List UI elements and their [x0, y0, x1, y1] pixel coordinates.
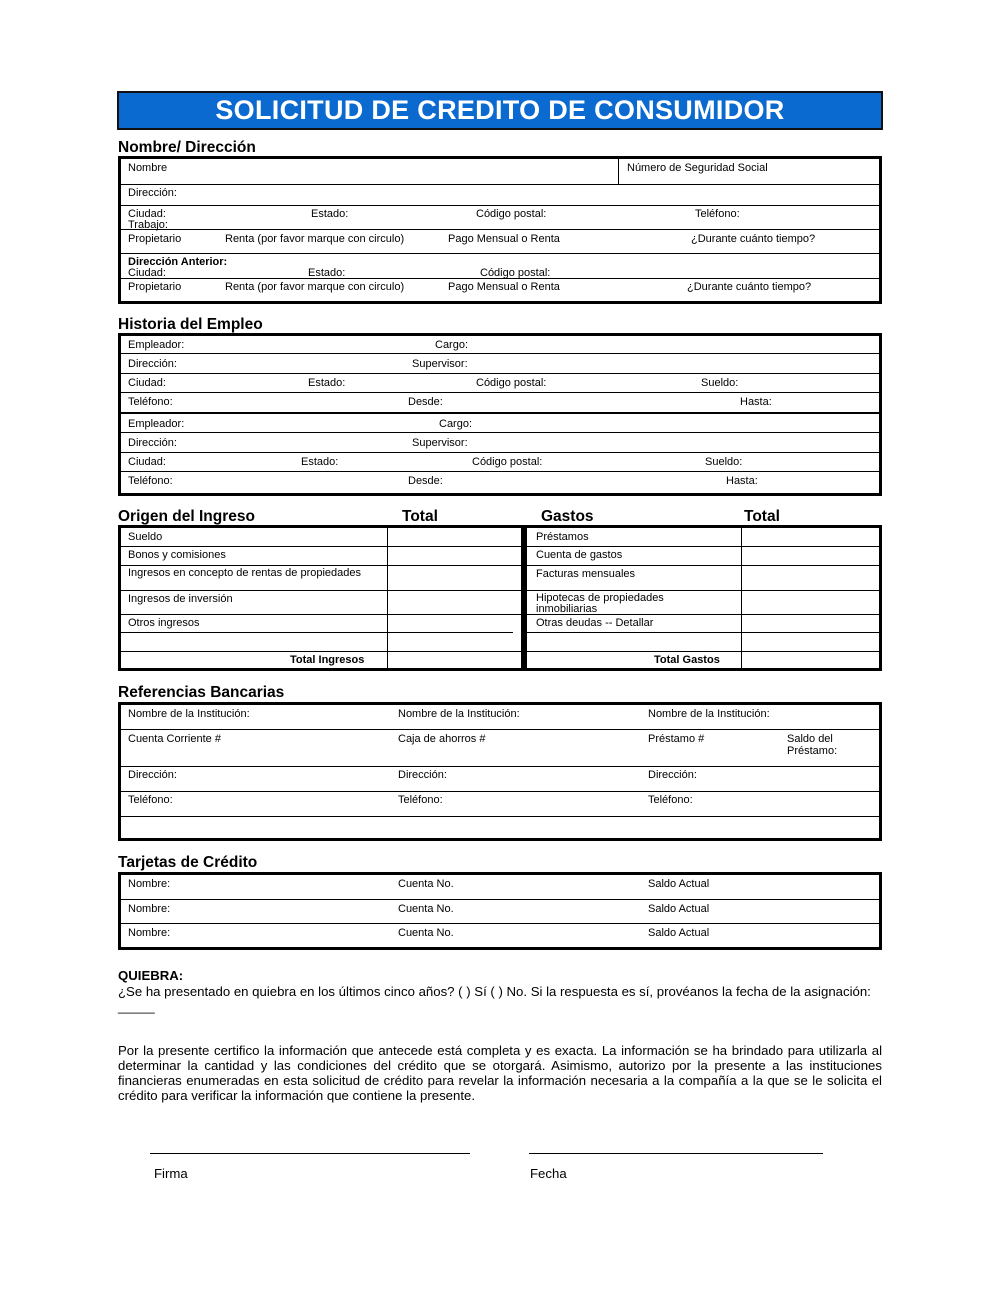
empleo-telefono-2-field[interactable]: Teléfono: [128, 475, 173, 487]
tarjeta-3-cuenta[interactable]: Cuenta No. [398, 927, 454, 939]
banco-3-telefono[interactable]: Teléfono: [648, 794, 693, 806]
ingreso-item: Sueldo [128, 531, 163, 543]
supervisor-field[interactable]: Supervisor: [412, 358, 468, 370]
banco-3-direccion[interactable]: Dirección: [648, 769, 697, 781]
tarjeta-1-cuenta[interactable]: Cuenta No. [398, 878, 454, 890]
section-heading-bancarias: Referencias Bancarias [118, 684, 285, 701]
gastos-total-heading: Total [744, 508, 780, 525]
ssn-field[interactable]: Número de Seguridad Social [627, 162, 768, 174]
ingreso-total-cell[interactable] [389, 547, 524, 565]
hasta-2-field[interactable]: Hasta: [726, 475, 758, 487]
firma-label: Firma [154, 1166, 188, 1181]
pago-mensual-anterior-field[interactable]: Pago Mensual o Renta [448, 281, 560, 293]
quiebra-question: ¿Se ha presentado en quiebra en los últimos cinco años? ( ) Sí ( ) No. Si la respuesta es sí, provéanos la fecha de la asignación: _____ [118, 984, 871, 1014]
caja-ahorros-field[interactable]: Caja de ahorros # [398, 733, 486, 745]
empleo-codigo-postal-field[interactable]: Código postal: [476, 377, 547, 389]
sueldo-2-field[interactable]: Sueldo: [705, 456, 743, 468]
gasto-item: Préstamos [536, 531, 589, 543]
firma-line[interactable] [150, 1153, 470, 1154]
telefono-field[interactable]: Teléfono: [695, 208, 740, 220]
desde-field[interactable]: Desde: [408, 396, 443, 408]
tarjeta-1-nombre[interactable]: Nombre: [128, 878, 171, 890]
ingreso-item: Ingresos de inversión [128, 593, 233, 605]
banco-2-telefono[interactable]: Teléfono: [398, 794, 443, 806]
empleo-ciudad-2-field[interactable]: Ciudad: [128, 456, 166, 468]
propietario-option[interactable]: Propietario [128, 233, 182, 245]
gasto-total-cell[interactable] [743, 547, 879, 565]
empleo-direccion-field[interactable]: Dirección: [128, 358, 177, 370]
cargo-field[interactable]: Cargo: [435, 339, 469, 351]
total-gastos-cell[interactable] [743, 652, 879, 670]
renta-option[interactable]: Renta (por favor marque con circulo) [225, 233, 405, 245]
section-heading-nombre-direccion: Nombre/ Dirección [118, 139, 256, 156]
nombre-field[interactable]: Nombre [128, 162, 168, 174]
empleo-box [118, 333, 882, 496]
gasto-item: Otras deudas -- Detallar [536, 617, 654, 629]
sueldo-field[interactable]: Sueldo: [701, 377, 739, 389]
supervisor-2-field[interactable]: Supervisor: [412, 437, 468, 449]
certificacion-text: Por la presente certifico la información que antecede está completa y es exacta. La información se ha brindado para utilizarla al determinar la cantidad y las condiciones del crédito que se otorgará. Asimismo, autorizo por la presente a las instituciones financieras enumeradas en esta solicitud de crédito para revelar la información necesaria a la compañía a la que se le solicita el crédito para verificar la información que contiene la presente. [118, 1043, 882, 1103]
ciudad-field[interactable]: Ciudad: [128, 208, 166, 220]
propietario-anterior-option[interactable]: Propietario [128, 281, 182, 293]
empleo-codigo-postal-2-field[interactable]: Código postal: [472, 456, 543, 468]
ingreso-total-cell[interactable] [389, 615, 524, 632]
tarjeta-3-saldo[interactable]: Saldo Actual [648, 927, 710, 939]
cargo-2-field[interactable]: Cargo: [439, 418, 473, 430]
trabajo-field[interactable]: Trabajo: [128, 219, 168, 231]
gasto-total-cell[interactable] [743, 566, 879, 590]
tarjeta-1-saldo[interactable]: Saldo Actual [648, 878, 710, 890]
tarjeta-2-saldo[interactable]: Saldo Actual [648, 903, 710, 915]
empleador-2-field[interactable]: Empleador: [128, 418, 185, 430]
tiempo-anterior-field[interactable]: ¿Durante cuánto tiempo? [687, 281, 812, 293]
ciudad-anterior-field[interactable]: Ciudad: [128, 267, 166, 279]
tarjeta-2-cuenta[interactable]: Cuenta No. [398, 903, 454, 915]
ingreso-item: Bonos y comisiones [128, 549, 226, 561]
ingreso-total-cell[interactable] [389, 566, 524, 590]
quiebra-heading: QUIEBRA: [118, 968, 184, 983]
fecha-line[interactable] [529, 1153, 823, 1154]
empleo-ciudad-field[interactable]: Ciudad: [128, 377, 166, 389]
ingreso-total-cell[interactable] [389, 528, 524, 546]
saldo-prestamo-field[interactable]: Saldo del Préstamo: [787, 733, 838, 757]
empleador-field[interactable]: Empleador: [128, 339, 185, 351]
renta-anterior-option[interactable]: Renta (por favor marque con circulo) [225, 281, 405, 293]
direccion-field[interactable]: Dirección: [128, 187, 177, 199]
gasto-item: Cuenta de gastos [536, 549, 623, 561]
banco-1-direccion[interactable]: Dirección: [128, 769, 177, 781]
codigo-postal-field[interactable]: Código postal: [476, 208, 547, 220]
section-heading-tarjetas: Tarjetas de Crédito [118, 854, 258, 871]
estado-field[interactable]: Estado: [311, 208, 349, 220]
ingresos-box [118, 525, 524, 671]
prestamo-field[interactable]: Préstamo # [648, 733, 705, 745]
banco-1-institucion[interactable]: Nombre de la Institución: [128, 708, 250, 720]
nombre-direccion-box [118, 156, 882, 304]
total-gastos-label: Total Gastos [654, 654, 720, 666]
fecha-label: Fecha [530, 1166, 567, 1181]
gasto-item: Hipotecas de propiedades inmobiliarias [536, 592, 664, 615]
banco-3-institucion[interactable]: Nombre de la Institución: [648, 708, 770, 720]
cuenta-corriente-field[interactable]: Cuenta Corriente # [128, 733, 221, 745]
ingresos-total-heading: Total [402, 508, 438, 525]
page-title: SOLICITUD DE CREDITO DE CONSUMIDOR [117, 91, 883, 130]
ingreso-item: Otros ingresos [128, 617, 200, 629]
pago-mensual-field[interactable]: Pago Mensual o Renta [448, 233, 560, 245]
gasto-total-cell[interactable] [743, 615, 879, 632]
tarjetas-box [118, 872, 882, 950]
ingreso-total-cell[interactable] [389, 591, 524, 614]
total-ingresos-label: Total Ingresos [290, 654, 365, 666]
section-heading-gastos: Gastos [541, 508, 594, 525]
empleo-estado-2-field[interactable]: Estado: [301, 456, 339, 468]
gasto-total-cell[interactable] [743, 528, 879, 546]
estado-anterior-field[interactable]: Estado: [308, 267, 346, 279]
tarjeta-2-nombre[interactable]: Nombre: [128, 903, 171, 915]
desde-2-field[interactable]: Desde: [408, 475, 443, 487]
ingreso-item: Ingresos en concepto de rentas de propiedades [128, 567, 361, 579]
banco-1-telefono[interactable]: Teléfono: [128, 794, 173, 806]
bancarias-box [118, 702, 882, 841]
banco-2-direccion[interactable]: Dirección: [398, 769, 447, 781]
gasto-total-cell[interactable] [743, 591, 879, 614]
tiempo-field[interactable]: ¿Durante cuánto tiempo? [691, 233, 816, 245]
codigo-postal-anterior-field[interactable]: Código postal: [480, 267, 551, 279]
empleo-estado-field[interactable]: Estado: [308, 377, 346, 389]
section-heading-ingresos: Origen del Ingreso [118, 508, 255, 525]
section-heading-empleo: Historia del Empleo [118, 316, 263, 333]
tarjeta-3-nombre[interactable]: Nombre: [128, 927, 171, 939]
direccion-anterior-label: Dirección Anterior: [128, 256, 228, 268]
gastos-box [524, 525, 882, 671]
gasto-item: Facturas mensuales [536, 568, 636, 580]
empleo-telefono-field[interactable]: Teléfono: [128, 396, 173, 408]
banco-2-institucion[interactable]: Nombre de la Institución: [398, 708, 520, 720]
empleo-direccion-2-field[interactable]: Dirección: [128, 437, 177, 449]
total-ingresos-cell[interactable] [389, 652, 524, 670]
hasta-field[interactable]: Hasta: [740, 396, 772, 408]
